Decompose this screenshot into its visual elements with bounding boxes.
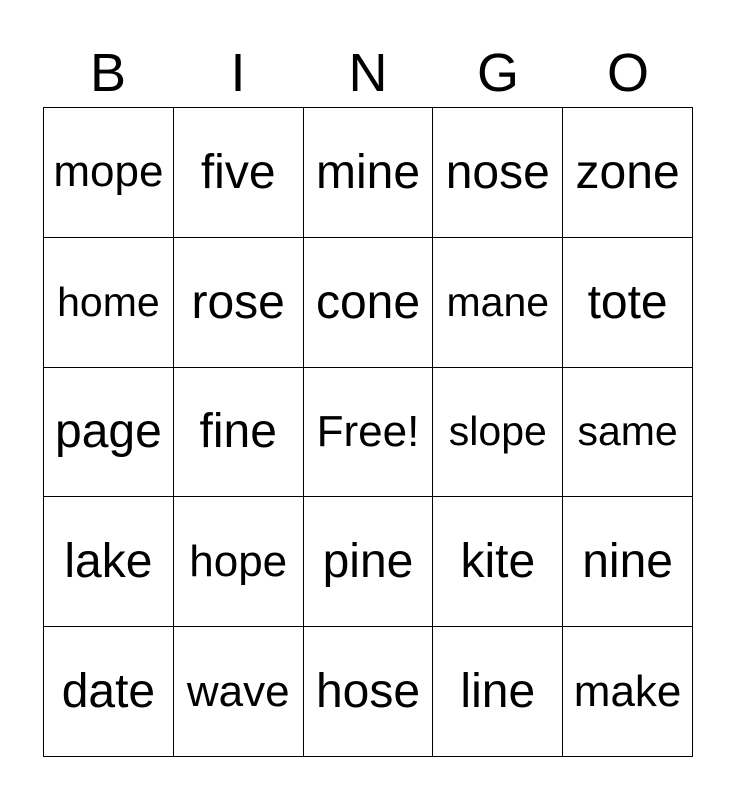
- header-letter-o: O: [606, 43, 649, 103]
- bingo-cell[interactable]: page: [44, 368, 174, 498]
- bingo-cell[interactable]: mine: [304, 108, 434, 238]
- bingo-cell[interactable]: line: [433, 627, 563, 757]
- bingo-header: [43, 40, 693, 106]
- header-letter-i: I: [230, 43, 246, 103]
- header-letter-n: N: [348, 43, 388, 103]
- bingo-cell[interactable]: date: [44, 627, 174, 757]
- bingo-cell[interactable]: nine: [563, 497, 693, 627]
- bingo-cell[interactable]: hope: [174, 497, 304, 627]
- bingo-cell[interactable]: tote: [563, 238, 693, 368]
- bingo-cell[interactable]: wave: [174, 627, 304, 757]
- bingo-cell[interactable]: five: [174, 108, 304, 238]
- bingo-cell[interactable]: same: [563, 368, 693, 498]
- bingo-cell[interactable]: cone: [304, 238, 434, 368]
- bingo-cell[interactable]: rose: [174, 238, 304, 368]
- bingo-cell[interactable]: fine: [174, 368, 304, 498]
- bingo-cell[interactable]: hose: [304, 627, 434, 757]
- bingo-cell[interactable]: mope: [44, 108, 174, 238]
- bingo-cell[interactable]: mane: [433, 238, 563, 368]
- bingo-cell[interactable]: zone: [563, 108, 693, 238]
- bingo-cell[interactable]: pine: [304, 497, 434, 627]
- bingo-cell[interactable]: home: [44, 238, 174, 368]
- header-letter-g: G: [476, 43, 519, 103]
- bingo-card-grid: [43, 107, 693, 757]
- free-space-cell[interactable]: Free!: [304, 368, 434, 498]
- bingo-cell[interactable]: slope: [433, 368, 563, 498]
- bingo-cell[interactable]: nose: [433, 108, 563, 238]
- bingo-cell[interactable]: kite: [433, 497, 563, 627]
- bingo-cell[interactable]: lake: [44, 497, 174, 627]
- header-letter-b: B: [89, 43, 127, 103]
- bingo-cell[interactable]: make: [563, 627, 693, 757]
